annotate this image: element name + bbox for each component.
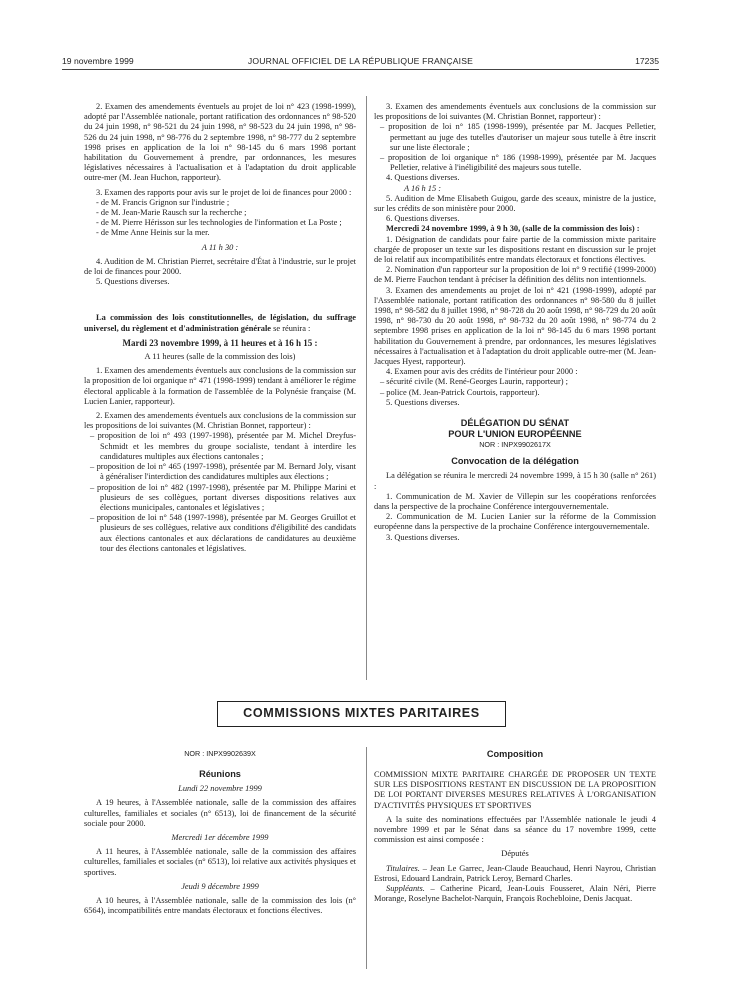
commission-heading	[84, 313, 356, 333]
header-rule	[62, 69, 659, 70]
reunions-heading: Réunions	[199, 769, 241, 780]
paragraph: 5. Questions diverses.	[96, 277, 170, 287]
list-item: – proposition de loi n° 493 (1997-1998), présentée par M. Michel Dreyfus-Schmidt et les membres du groupe socialiste, tendant à interdire les candidatures multiples aux élections cantonales ;	[90, 431, 356, 461]
meeting-date: Lundi 22 novembre 1999	[178, 784, 262, 794]
list-item: – proposition de loi n° 185 (1998-1999), présentée par M. Jacques Pelletier, permettant au juge des tutelles d'autoriser un majeur sous tutelle à être inscrit sur une liste électorale ;	[380, 122, 656, 152]
suppleants-list	[374, 884, 656, 904]
paragraph: 2. Examen des amendements éventuels aux conclusions de la commission sur les propositions de loi suivantes (M. Christian Bonnet, rapporteur) :	[84, 411, 356, 431]
paragraph: 1. Examen des amendements éventuels aux conclusions de la commission sur la proposition de loi organique n° 471 (1998-1999) tendant à améliorer le régime électoral applicable à la formation de l'assemblée de la Polynésie française (M. Lucien Lanier, rapporteur).	[84, 366, 356, 406]
paragraph: 2. Examen des amendements éventuels au projet de loi n° 423 (1998-1999), adopté par l'Assemblée nationale, portant ratification des ordonnances n° 98-520 du 24 juin 1998, n° 98-521 du 24 juin 1998, n° 98-523 du 24 juin 1998, n° 98-526 du 24 juin 1998, n° 98-776 du 2 septembre 1998, n° 98-777 du 2 septembre 1998 prises en application de la loi n° 98-145 du 6 mars 1998 portant habilitation du Gouvernement à prendre, par ordonnances, les mesures législatives nécessaires à l'actualisation et à l'adaptation du droit applicable outre-mer (M. Jean Huchon, rapporteur).	[84, 102, 356, 183]
list-item: – police (M. Jean-Patrick Courtois, rapporteur).	[380, 387, 540, 397]
deputes-heading: Députés	[501, 849, 529, 859]
titulaires-label: Titulaires.	[386, 863, 420, 873]
meeting-date: Mercredi 1er décembre 1999	[171, 833, 269, 843]
date-line: Mardi 23 novembre 1999, à 11 heures et à 16 h 15 :	[122, 337, 318, 348]
list-item: - de M. Pierre Hérisson sur les technologies de l'information et La Poste ;	[96, 218, 342, 228]
page-header	[62, 56, 659, 70]
list-item: – proposition de loi n° 482 (1997-1998), présentée par M. Philippe Marini et plusieurs de ses collègues, portant diverses dispositions relatives aux élections municipales, cantonales et législatives ;	[90, 482, 356, 512]
list-item: – proposition de loi n° 465 (1997-1998), présentée par M. Bernard Joly, visant à généraliser l'interdiction des candidatures multiples aux élections ;	[90, 462, 356, 482]
titulaires-names: – Jean Le Garrec, Jean-Claude Beauchaud, Henri Nayrou, Christian Estrosi, Edouard Landrain, Patrick Leroy, Bernard Charles.	[374, 863, 656, 883]
commission-title: La commission des lois constitutionnelles, de législation, du suffrage universel, du règlement et d'administration générale	[84, 313, 356, 333]
cmp-right-column	[374, 749, 656, 904]
paragraph: 3. Examen des amendements au projet de loi n° 421 (1998-1999), adopté par l'Assemblée nationale, portant ratification des ordonnances n° 98-580 du 8 juillet 1998, n° 98-582 du 8 juillet 1998, n° 98-728 du 20 août 1998, n° 98-729 du 20 août 1998, n° 98-730 du 20 août 1998, n° 98-732 du 20 août 1998, n° 98-774 du 2 septembre 1998 prises en application de la loi n° 98-145 du 6 mars 1998 portant habilitation du Gouvernement à prendre, par ordonnances, les mesures législatives nécessaires à l'actualisation et à l'adaptation du droit applicable outre-mer (M. Jean-Jacques Hyest, rapporteur).	[374, 285, 656, 367]
suppleants-names: – Catherine Picard, Jean-Louis Fousseret, Alain Néri, Pierre Morange, Roselyne Bachelot-Narquin, François Rochebloine, Denis Jacquat.	[374, 884, 656, 904]
paragraph: 4. Audition de M. Christian Pierret, secrétaire d'État à l'industrie, sur le projet de loi de finances pour 2000.	[84, 256, 356, 277]
column-divider	[366, 747, 367, 969]
composition-heading: Composition	[486, 749, 544, 759]
time-heading: A 16 h 15 :	[404, 183, 442, 193]
nor-reference: NOR : INPX9902617X	[479, 440, 551, 450]
list-item: - de Mme Anne Heinis sur la mer.	[96, 228, 210, 238]
paragraph: 3. Questions diverses.	[386, 532, 460, 542]
page-number: 17235	[635, 56, 659, 66]
right-column	[374, 102, 656, 543]
paragraph: 2. Nomination d'un rapporteur sur la proposition de loi n° 9 rectifié (1999-2000) de M. Pierre Fauchon tendant à préciser la définition des délits non intentionnels.	[374, 265, 656, 285]
commission-tail: se réunira :	[273, 323, 311, 333]
paragraph: 4. Questions diverses.	[386, 173, 460, 183]
section-title-box: COMMISSIONS MIXTES PARITAIRES	[217, 701, 506, 727]
column-divider	[366, 96, 367, 680]
header-date: 19 novembre 1999	[62, 56, 134, 66]
nor-reference: NOR : INPX9902639X	[184, 749, 256, 758]
date-line: Mercredi 24 novembre 1999, à 9 h 30, (salle de la commission des lois) :	[386, 224, 640, 234]
titulaires-list	[374, 864, 656, 884]
time-heading: A 11 h 30 :	[201, 242, 239, 252]
paragraph: 5. Audition de Mme Elisabeth Guigou, garde des sceaux, ministre de la justice, sur les crédits de son ministère pour 2000.	[374, 193, 656, 214]
commission-caps-title: COMMISSION MIXTE PARITAIRE CHARGÉE DE PROPOSER UN TEXTE SUR LES DISPOSITIONS RESTANT EN DISCUSSION DE LA PROPOSITION DE LOI PORTANT DIVERSES MESURES RELATIVES À L'ORGANISATION D'ACTIVITÉS PHYSIQUES ET SPORTIVES	[374, 770, 656, 810]
paragraph: A la suite des nominations effectuées par l'Assemblée nationale le jeudi 4 novembre 1999 et par le Sénat dans sa séance du 17 novembre 1999, cette commission est ainsi composée :	[374, 814, 656, 845]
paragraph: A 19 heures, à l'Assemblée nationale, salle de la commission des affaires culturelles, familiales et sociales (n° 6513), loi de financement de la sécurité sociale pour 2000.	[84, 798, 356, 828]
list-item: - de M. Jean-Marie Rausch sur la recherche ;	[96, 208, 247, 218]
delegation-subtitle: POUR L'UNION EUROPÉENNE	[448, 429, 582, 440]
list-item: – proposition de loi organique n° 186 (1998-1999), présentée par M. Jacques Pelletier, relative à l'inéligibilité des majeurs sous tutelle.	[380, 153, 656, 173]
suppleants-label: Suppléants.	[386, 884, 425, 894]
journal-title: JOURNAL OFFICIEL DE LA RÉPUBLIQUE FRANÇAISE	[247, 56, 474, 66]
paragraph: 6. Questions diverses.	[386, 214, 460, 224]
list-item: – sécurité civile (M. René-Georges Laurin, rapporteur) ;	[380, 377, 568, 387]
paragraph: 5. Questions diverses.	[386, 397, 460, 407]
paragraph: A 11 heures, à l'Assemblée nationale, salle de la commission des affaires culturelles, familiales et sociales (n° 6513), loi relative aux activités physiques et sportives.	[84, 847, 356, 877]
delegation-title: DÉLÉGATION DU SÉNAT	[460, 418, 570, 429]
time-heading: A 11 heures (salle de la commission des lois)	[144, 352, 296, 362]
paragraph: 1. Désignation de candidats pour faire partie de la commission mixte paritaire chargée de proposer un texte sur les dispositions restant en discussion sur le projet de loi relatif aux incompatibilités entre mandats électoraux et fonctions électives.	[374, 234, 656, 265]
convocation-heading: Convocation de la délégation	[451, 456, 579, 467]
cmp-left-column	[84, 749, 356, 916]
paragraph: 2. Communication de M. Lucien Lanier sur la réforme de la Commission européenne dans la perspective de la prochaine Conférence intergouvernementale.	[374, 512, 656, 532]
list-item: - de M. Francis Grignon sur l'industrie ;	[96, 197, 230, 207]
left-column	[84, 102, 356, 554]
paragraph: 3. Examen des amendements éventuels aux conclusions de la commission sur les propositions de loi suivantes (M. Christian Bonnet, rapporteur) :	[374, 102, 656, 122]
meeting-date: Jeudi 9 décembre 1999	[181, 881, 259, 891]
list-item: – proposition de loi n° 548 (1997-1998), présentée par M. Georges Gruillot et plusieurs de ses collègues, relative aux conditions d'éligibilité des candidats aux élections cantonales et aux déclarations de candidatures au deuxième tour des élections cantonales et législatives.	[90, 513, 356, 553]
paragraph: La délégation se réunira le mercredi 24 novembre 1999, à 15 h 30 (salle n° 261) :	[374, 471, 656, 491]
paragraph: 4. Examen pour avis des crédits de l'intérieur pour 2000 :	[386, 367, 578, 377]
paragraph: 1. Communication de M. Xavier de Villepin sur les coopérations renforcées dans la perspective de la prochaine Conférence intergouvernementale.	[374, 491, 656, 511]
paragraph: 3. Examen des rapports pour avis sur le projet de loi de finances pour 2000 :	[96, 187, 352, 197]
paragraph: A 10 heures, à l'Assemblée nationale, salle de la commission des lois (n° 6564), incompatibilités entre mandats électoraux et fonctions électives.	[84, 896, 356, 916]
